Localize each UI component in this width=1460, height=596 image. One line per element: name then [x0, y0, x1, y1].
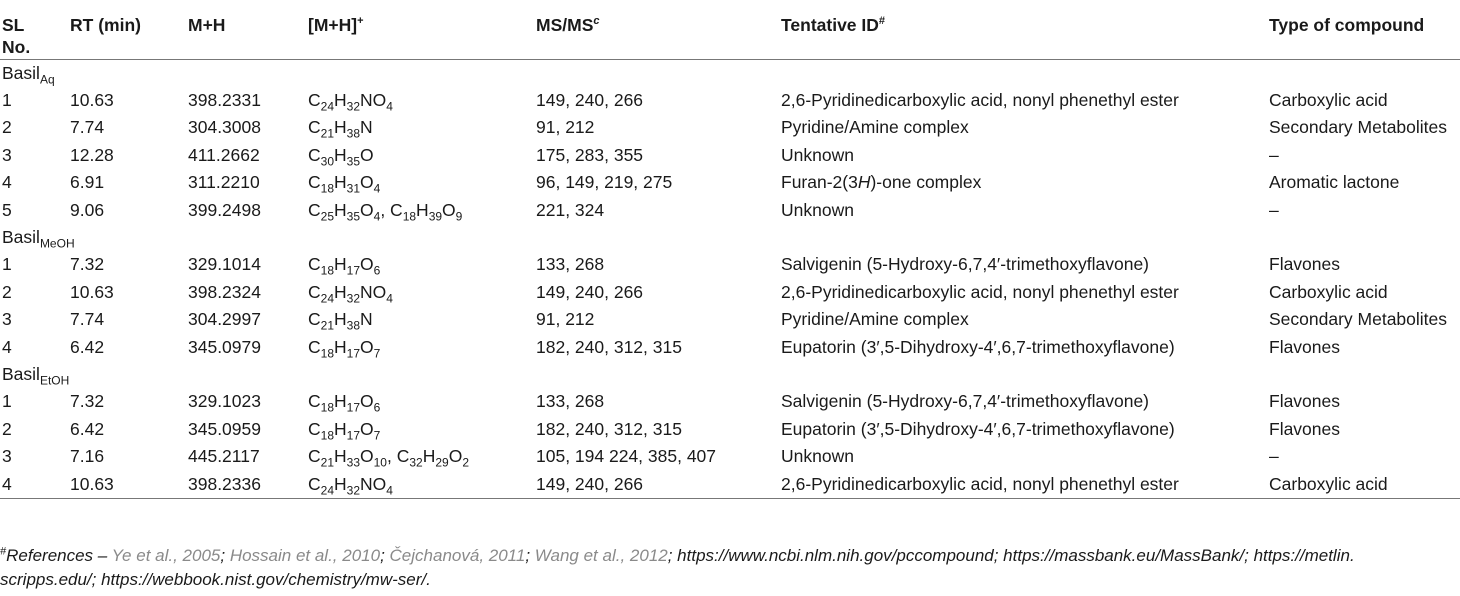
- cell-sl: 1: [2, 89, 12, 110]
- group-label: Basil$_{Aq}$: [2, 62, 55, 86]
- cell-type: Carboxylic acid: [1269, 281, 1388, 302]
- cell-rt: 9.06: [70, 199, 105, 220]
- cell-type: –: [1269, 199, 1279, 220]
- cell-sl: 4: [2, 172, 12, 193]
- cell-msms: 149, 240, 266: [536, 471, 781, 499]
- cell-rt: 12.28: [70, 144, 114, 165]
- cell-msms: 91, 212: [536, 117, 595, 138]
- cell-rt: 6.42: [70, 418, 105, 439]
- cell-sl: 3: [2, 309, 12, 330]
- cell-formula: $C_{24}H_{32}NO_4$: [308, 89, 393, 114]
- cell-tentative-id: 2,6-Pyridinedicarboxylic acid, nonyl phenethyl ester: [781, 89, 1179, 110]
- cell-formula: $C_{18}H_{17}O_6$: [308, 391, 381, 415]
- cell-tentative-id: 2,6-Pyridinedicarboxylic acid, nonyl phenethyl ester: [781, 281, 1179, 302]
- header-mh: M+H: [188, 0, 308, 59]
- cell-sl: 3: [2, 144, 12, 165]
- footnote-mark: #: [0, 545, 7, 558]
- cell-sl: 4: [0, 471, 70, 499]
- cell-sl: 1: [2, 254, 12, 275]
- cell-type: Carboxylic acid: [1269, 471, 1460, 499]
- header-rt: RT (min): [70, 0, 188, 59]
- cell-msms: 96, 149, 219, 275: [536, 172, 673, 193]
- cell-mh: 345.0979: [188, 336, 261, 357]
- cell-formula: $C_{25}H_{35}O_4$, $C_{18}H_{39}O_9$: [308, 199, 463, 224]
- cell-type: –: [1269, 446, 1279, 467]
- header-msms: $MS/MS^c$: [536, 0, 781, 59]
- cell-tentative-id: Eupatorin (3′,5-Dihydroxy-4′,6,7-trimethoxyflavone): [781, 418, 1175, 439]
- table-row: [0, 334, 1460, 361]
- footnote-prefix: References –: [6, 546, 112, 565]
- cell-rt: 7.32: [70, 391, 105, 412]
- table-row: [0, 279, 1460, 306]
- cell-tentative-id: Pyridine/Amine complex: [781, 309, 969, 330]
- reference-link[interactable]: Ye et al., 2005: [111, 546, 221, 565]
- cell-tentative-id: Salvigenin (5-Hydroxy-6,7,4′-trimethoxyflavone): [781, 391, 1150, 412]
- cell-msms: 149, 240, 266: [536, 89, 644, 110]
- table-row: [0, 142, 1460, 169]
- cell-mh: 398.2324: [188, 281, 261, 302]
- cell-type: –: [1269, 144, 1279, 165]
- cell-formula: $C_{21}H_{38}N$: [308, 117, 373, 141]
- cell-mh: 411.2662: [188, 144, 260, 165]
- table-row: [0, 388, 1460, 415]
- cell-tentative-id: Pyridine/Amine complex: [781, 117, 969, 138]
- cell-msms: 182, 240, 312, 315: [536, 418, 682, 439]
- cell-msms: 133, 268: [536, 391, 605, 412]
- cell-mh: 399.2498: [188, 199, 261, 220]
- table-header: [0, 0, 1460, 59]
- header-type: Type of compound: [1269, 0, 1460, 59]
- cell-rt: 10.63: [70, 471, 188, 499]
- cell-tentative-id: Salvigenin (5-Hydroxy-6,7,4′-trimethoxyflavone): [781, 254, 1150, 275]
- cell-rt: 6.42: [70, 336, 105, 357]
- cell-tentative-id: Unknown: [781, 446, 854, 467]
- table-row: [0, 443, 1460, 470]
- cell-msms: 175, 283, 355: [536, 144, 644, 165]
- cell-tentative-id: Furan-2(3H)-one complex: [781, 172, 982, 193]
- cell-rt: 10.63: [70, 89, 114, 110]
- reference-link[interactable]: Hossain et al., 2010: [229, 546, 381, 565]
- cell-type: Flavones: [1269, 336, 1341, 357]
- cell-mh: 304.3008: [188, 117, 261, 138]
- header-sl: SL No.: [0, 0, 70, 59]
- group-row: [0, 224, 1460, 251]
- cell-sl: 5: [2, 199, 12, 220]
- cell-msms: 133, 268: [536, 254, 605, 275]
- cell-rt: 7.16: [70, 446, 105, 467]
- cell-type: Flavones: [1269, 391, 1341, 412]
- cell-type: Carboxylic acid: [1269, 89, 1388, 110]
- table-row: [0, 87, 1460, 114]
- cell-type: Aromatic lactone: [1269, 172, 1400, 193]
- cell-sl: 3: [2, 446, 12, 467]
- footnote-urls-cont: scripps.edu/; https://webbook.nist.gov/chemistry/mw-ser/.: [0, 570, 431, 589]
- cell-msms: 149, 240, 266: [536, 281, 644, 302]
- cell-type: Secondary Metabolites: [1269, 117, 1448, 138]
- header-row: [0, 0, 1460, 59]
- cell-mh: 304.2997: [188, 309, 261, 330]
- table-row: [0, 416, 1460, 443]
- cell-sl: 4: [2, 336, 12, 357]
- cell-mh: 398.2336: [188, 471, 308, 499]
- cell-type: Flavones: [1269, 418, 1341, 439]
- footnote-urls: ; https://www.ncbi.nlm.nih.gov/pccompound; https://massbank.eu/MassBank/; https://metlin.: [667, 546, 1355, 565]
- cell-rt: 7.74: [70, 309, 105, 330]
- cell-sl: 1: [2, 391, 12, 412]
- cell-formula: $C_{18}H_{17}O_7$: [308, 336, 381, 361]
- cell-formula: $C_{24}H_{32}NO_4$: [308, 471, 536, 499]
- group-label: Basil$_{EtOH}$: [2, 363, 70, 388]
- cell-formula: $C_{18}H_{17}O_7$: [308, 418, 381, 443]
- cell-sl: 2: [2, 418, 12, 439]
- header-tentative-id: Tentative ID#: [781, 0, 1269, 59]
- cell-rt: 10.63: [70, 281, 114, 302]
- cell-rt: 6.91: [70, 172, 105, 193]
- cell-mh: 345.0959: [188, 418, 261, 439]
- cell-msms: 105, 194 224, 385, 407: [536, 446, 717, 467]
- cell-formula: $C_{24}H_{32}NO_4$: [308, 281, 393, 306]
- table-row: [0, 471, 1460, 499]
- group-row: [0, 361, 1460, 388]
- cell-rt: 7.74: [70, 117, 105, 138]
- reference-link[interactable]: Wang et al., 2012: [534, 546, 668, 565]
- references-footnote: #References – Ye et al., 2005; Hossain et al., 2010; Čejchanová, 2011; Wang et al., 2012; https://www.ncbi.nlm.nih.gov/pccompound; https://massbank.eu/MassBank/; https://metlin. scripps.edu/; https://webbook.nist.gov/chemistry/mw-ser/.: [0, 545, 1355, 589]
- table-row: [0, 114, 1460, 141]
- cell-msms: 91, 212: [536, 309, 595, 330]
- cell-formula: $C_{18}H_{31}O_4$: [308, 172, 381, 196]
- table-row: [0, 251, 1460, 278]
- table-row: [0, 169, 1460, 196]
- cell-type: Flavones: [1269, 254, 1341, 275]
- cell-tentative-id: 2,6-Pyridinedicarboxylic acid, nonyl phenethyl ester: [781, 471, 1269, 499]
- cell-formula: $C_{21}H_{33}O_{10}$, $C_{32}H_{29}O_2$: [308, 446, 470, 470]
- cell-formula: $C_{30}H_{35}O$: [308, 144, 374, 169]
- cell-mh: 329.1023: [188, 391, 261, 412]
- cell-mh: 329.1014: [188, 254, 261, 275]
- cell-tentative-id: Unknown: [781, 199, 854, 220]
- reference-link[interactable]: Čejchanová, 2011: [389, 546, 526, 565]
- table-row: [0, 197, 1460, 224]
- cell-tentative-id: Unknown: [781, 144, 854, 165]
- table-row: [0, 306, 1460, 333]
- cell-sl: 2: [2, 281, 12, 302]
- cell-mh: 311.2210: [188, 172, 260, 193]
- group-row: [0, 59, 1460, 87]
- header-formula: [M+H]+: [308, 0, 536, 59]
- cell-mh: 398.2331: [188, 89, 261, 110]
- cell-formula: $C_{18}H_{17}O_6$: [308, 254, 381, 278]
- table-body: [0, 59, 1460, 499]
- cell-mh: 445.2117: [188, 446, 260, 467]
- cell-msms: 221, 324: [536, 199, 605, 220]
- group-label: Basil$_{MeOH}$: [2, 226, 75, 251]
- cell-rt: 7.32: [70, 254, 105, 275]
- cell-msms: 182, 240, 312, 315: [536, 336, 682, 357]
- cell-type: Secondary Metabolites: [1269, 309, 1448, 330]
- cell-formula: $C_{21}H_{38}N$: [308, 309, 373, 333]
- cell-sl: 2: [2, 117, 12, 138]
- cell-tentative-id: Eupatorin (3′,5-Dihydroxy-4′,6,7-trimethoxyflavone): [781, 336, 1175, 357]
